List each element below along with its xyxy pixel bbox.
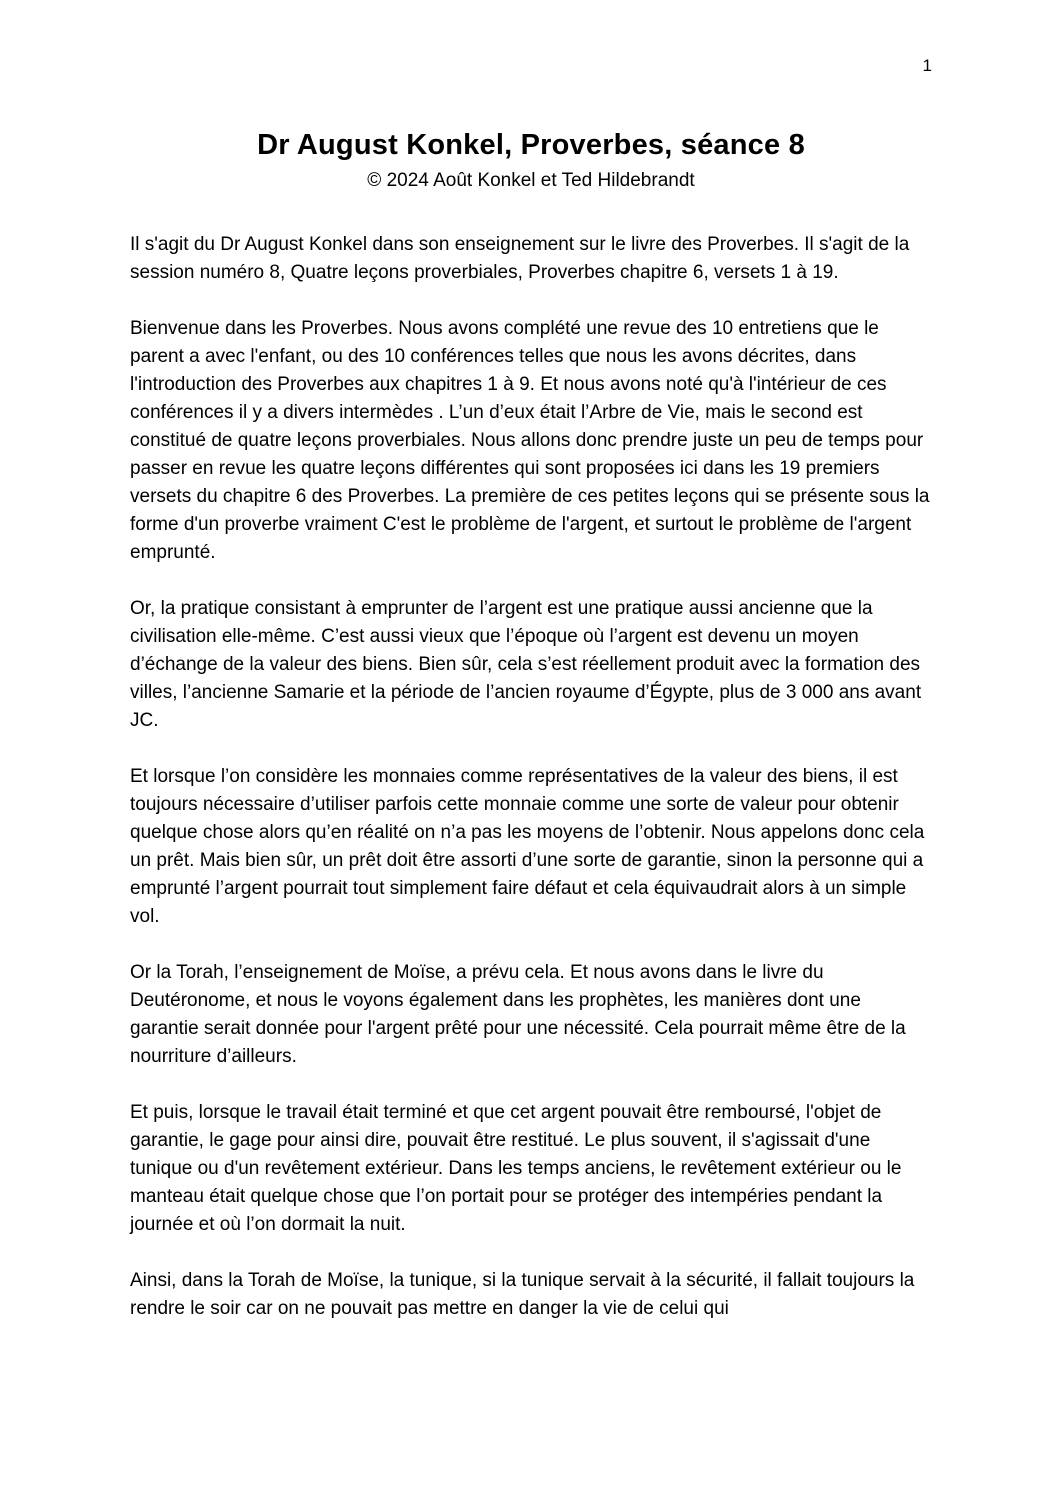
paragraph-tunic-security: Ainsi, dans la Torah de Moïse, la tunique, si la tunique servait à la sécurité, il fallait toujours la rendre le soir car on ne pouvait pas mettre en danger la vie de celui qui: [130, 1270, 915, 1319]
paragraph-torah-provision: Or la Torah, l’enseignement de Moïse, a prévu cela. Et nous avons dans le livre du Deutéronome, et nous le voyons également dans les prophètes, les manières dont une garantie serait donnée pour l'argent prêté pour une nécessité. Cela pourrait même être de la nourriture d’ailleurs.: [130, 962, 906, 1067]
paragraph-welcome: Bienvenue dans les Proverbes. Nous avons complété une revue des 10 entretiens que le parent a avec l'enfant, ou des 10 conférences telles que nous les avons décrites, dans l'introduction des Proverbes aux chapitres 1 à 9. Et nous avons noté qu'à l'intérieur de ces conférences il y a divers intermèdes . L’un d’eux était l’Arbre de Vie, mais le second est constitué de quatre leçons proverbiales. Nous allons donc prendre juste un peu de temps pour passer en revue les quatre leçons différentes qui sont proposées ici dans les 19 premiers versets du chapitre 6 des Proverbes. La première de ces petites leçons qui se présente sous la forme d'un proverbe vraiment C'est le problème de l'argent, et surtout le problème de l'argent emprunté.: [130, 318, 930, 563]
document-title: Dr August Konkel, Proverbes, séance 8: [257, 129, 805, 161]
paragraph-borrowing-history: Or, la pratique consistant à emprunter de l’argent est une pratique aussi ancienne que la civilisation elle-même. C’est aussi vieux que l’époque où l’argent est devenu un moyen d’échange de la valeur des biens. Bien sûr, cela s’est réellement produit avec la formation des villes, l’ancienne Samarie et la période de l’ancien royaume d’Égypte, plus de 3 000 ans avant JC.: [130, 598, 922, 731]
document-copyright: © 2024 Août Konkel et Ted Hildebrandt: [367, 170, 695, 191]
paragraph-loans-guarantee: Et lorsque l’on considère les monnaies comme représentatives de la valeur des biens, il est toujours nécessaire d’utiliser parfois cette monnaie comme une sorte de valeur pour obtenir quelque chose alors qu’en réalité on n’a pas les moyens de l’obtenir. Nous appelons donc cela un prêt. Mais bien sûr, un prêt doit être assorti d’une sorte de garantie, sinon la personne qui a emprunté l’argent pourrait tout simplement faire défaut et cela équivaudrait alors à un simple vol.: [130, 766, 925, 927]
document-body: [130, 231, 932, 1323]
paragraph-pledge-garment: Et puis, lorsque le travail était terminé et que cet argent pouvait être remboursé, l'objet de garantie, le gage pour ainsi dire, pouvait être restitué. Le plus souvent, il s'agissait d'une tunique ou d'un revêtement extérieur. Dans les temps anciens, le revêtement extérieur ou le manteau était quelque chose que l’on portait pour se protéger des intempéries pendant la journée et où l’on dormait la nuit.: [130, 1102, 902, 1235]
paragraph-intro: Il s'agit du Dr August Konkel dans son enseignement sur le livre des Proverbes. Il s'agit de la session numéro 8, Quatre leçons proverbiales, Proverbes chapitre 6, versets 1 à 19.: [130, 234, 910, 283]
page-number: 1: [922, 56, 932, 75]
